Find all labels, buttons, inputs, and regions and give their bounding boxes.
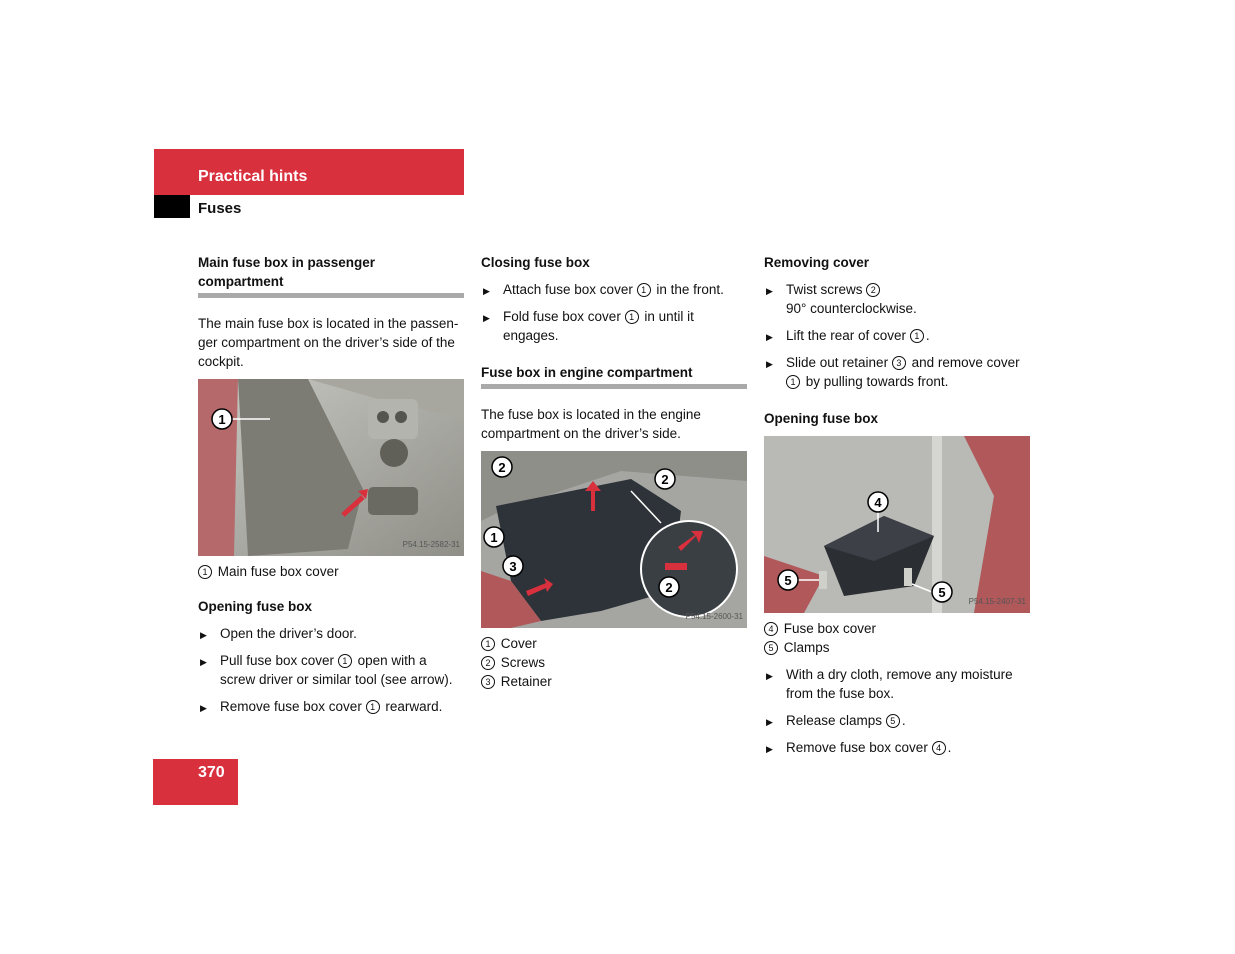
figure-code: P54.15-2582-31 <box>402 540 460 549</box>
svg-text:2: 2 <box>498 460 506 475</box>
page-number: 370 <box>198 764 225 781</box>
step-item: ▶ Release clamps 5 . <box>764 711 1030 730</box>
heading-removing-cover: Removing cover <box>764 255 870 270</box>
legend-item: 3 Retainer <box>481 672 747 691</box>
step-item: ▶ Slide out retainer 3 and remove cover 1 by pulling towards front. <box>764 353 1030 391</box>
heading-opening-fuse-box-engine: Opening fuse box <box>764 411 879 426</box>
svg-text:1: 1 <box>218 412 226 427</box>
engine-intro-paragraph: The fuse box is located in the engine compartment on the driver’s side. <box>481 407 701 441</box>
step-item: ▶ Fold fuse box cover 1 in until it engages. <box>481 307 747 345</box>
svg-text:2: 2 <box>665 580 673 595</box>
section-title: Practical hints <box>198 168 308 185</box>
svg-text:2: 2 <box>661 472 669 487</box>
figure-code: P54.15-2600-31 <box>685 612 743 621</box>
legend-item: 5 Clamps <box>764 638 1030 657</box>
column-1 <box>198 253 464 724</box>
step-item: ▶ Lift the rear of cover 1 . <box>764 326 1030 345</box>
step-item: ▶ Twist screws 2 90° counterclockwise. <box>764 280 1030 318</box>
svg-text:3: 3 <box>509 559 517 574</box>
svg-text:5: 5 <box>784 573 792 588</box>
step-item: ▶ Attach fuse box cover 1 in the front. <box>481 280 747 299</box>
photo-passenger-fuse-box <box>198 379 464 556</box>
svg-text:1: 1 <box>490 530 498 545</box>
heading-main-fuse-box: Main fuse box in passenger compartment <box>198 253 464 298</box>
fuse-box-illustration <box>764 436 1030 613</box>
column-3 <box>764 253 1030 765</box>
legend-item: 2 Screws <box>481 653 747 672</box>
step-item: ▶ Remove fuse box cover 4 . <box>764 738 1030 757</box>
photo-engine-fuse-box <box>481 451 747 628</box>
heading-engine-fuse-box: Fuse box in engine compartment <box>481 363 747 389</box>
svg-text:4: 4 <box>874 495 882 510</box>
step-item: ▶ Pull fuse box cover 1 open with a screw driver or similar tool (see arrow). <box>198 651 464 689</box>
page-number-tab <box>153 759 238 805</box>
engine-compartment-illustration <box>481 451 747 628</box>
photo-open-fuse-box <box>764 436 1030 613</box>
dashboard-illustration <box>198 379 464 556</box>
column-2 <box>481 253 747 691</box>
intro-paragraph: The main fuse box is located in the passen-ger compartment on the driver’s side of the cockpit. <box>198 316 459 369</box>
svg-text:5: 5 <box>938 585 946 600</box>
heading-opening-fuse-box: Opening fuse box <box>198 599 313 614</box>
step-item: ▶ Remove fuse box cover 1 rearward. <box>198 697 464 716</box>
step-item: ▶ With a dry cloth, remove any moisture from the fuse box. <box>764 665 1030 703</box>
step-item: ▶ Open the driver’s door. <box>198 624 464 643</box>
heading-closing-fuse-box: Closing fuse box <box>481 255 590 270</box>
legend-item: 1 Main fuse box cover <box>198 562 464 581</box>
subsection-marker <box>154 195 190 218</box>
legend-item: 4 Fuse box cover <box>764 619 1030 638</box>
subsection-title: Fuses <box>198 200 242 217</box>
legend-item: 1 Cover <box>481 634 747 653</box>
figure-code: P54.15-2407-31 <box>968 597 1026 606</box>
